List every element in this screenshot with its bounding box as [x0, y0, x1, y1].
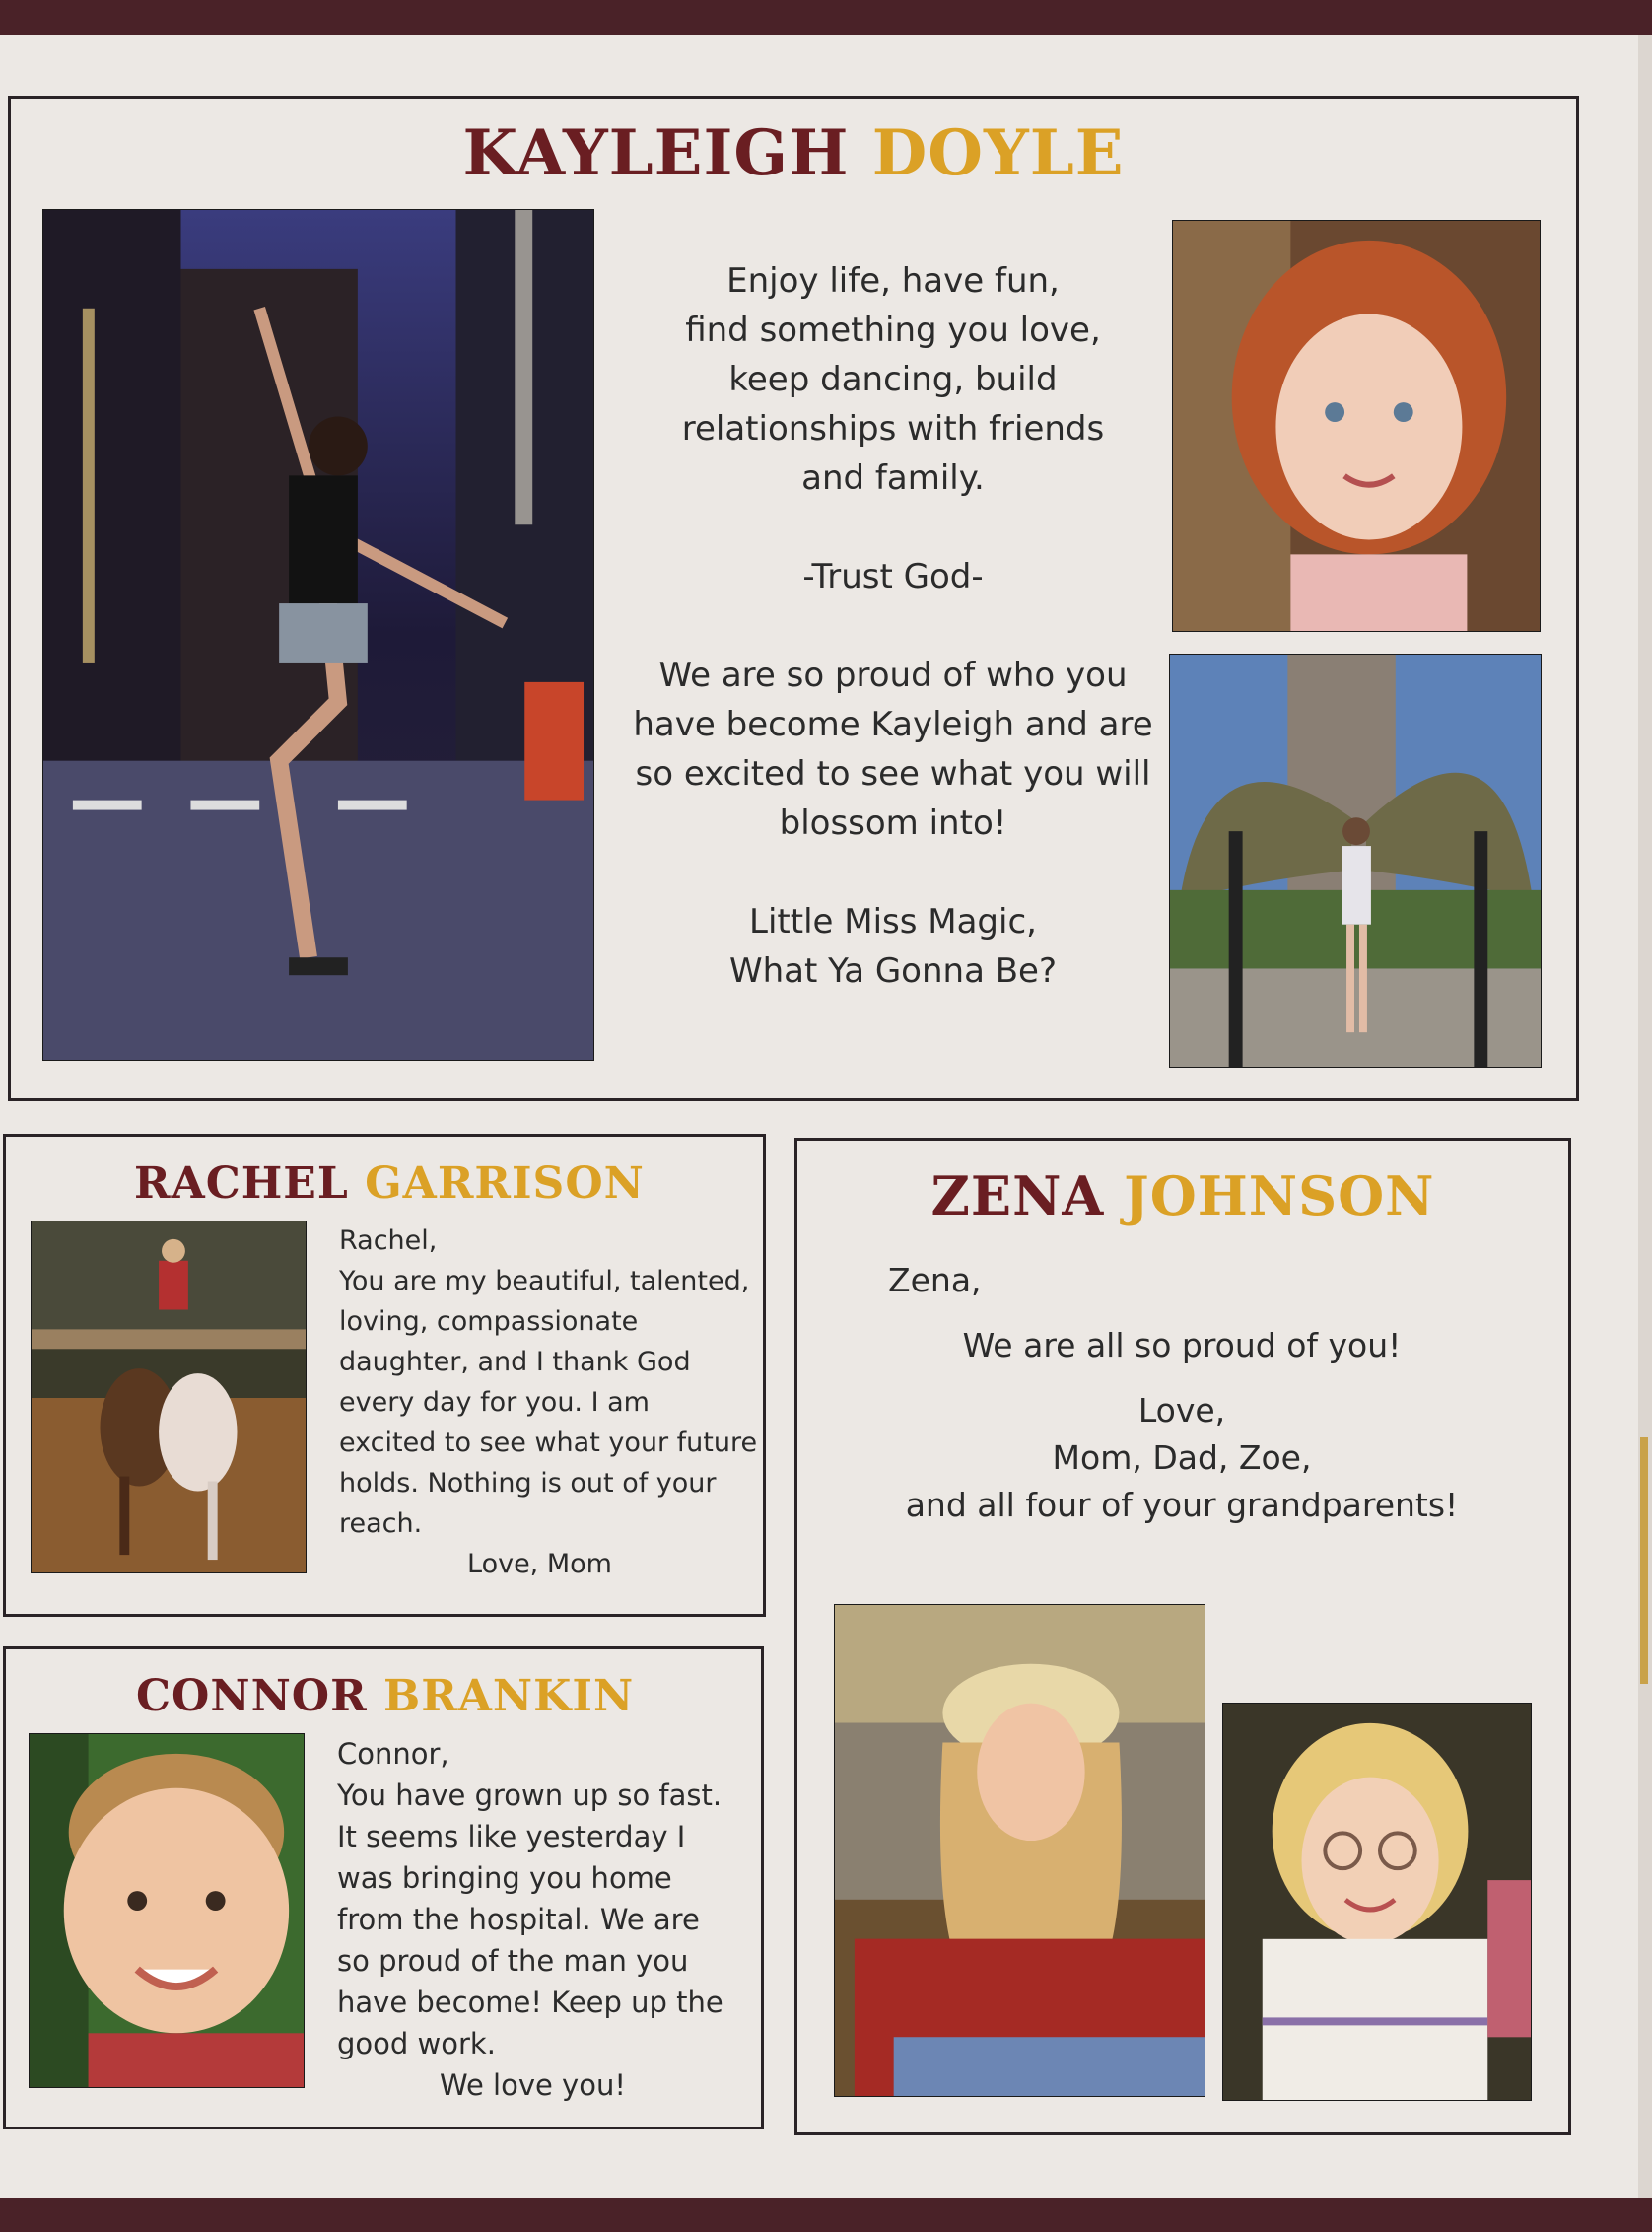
message-line: good work.: [337, 2027, 496, 2060]
message-line: holds. Nothing is out of your: [339, 1468, 717, 1499]
wings-statue-photo: [1169, 654, 1542, 1068]
signoff-line: Love,: [1137, 1391, 1226, 1430]
zena-name: [797, 1164, 1568, 1227]
message-line: so proud of the man you: [337, 1944, 689, 1978]
message-line: excited to see what your future: [339, 1428, 758, 1458]
zena-message: We are all so proud of you!: [962, 1326, 1402, 1364]
message-line: so excited to see what you will: [635, 754, 1151, 794]
zena-signoff: [797, 1387, 1566, 1529]
connor-message: [337, 1733, 761, 2106]
teen-portrait-photo: [834, 1604, 1205, 2097]
last-name: BRANKIN: [383, 1671, 635, 1721]
kayleigh-message: [622, 256, 1164, 996]
message-line: Enjoy life, have fun,: [726, 261, 1060, 301]
last-name: JOHNSON: [1124, 1164, 1435, 1227]
message-line: have become Kayleigh and are: [633, 705, 1153, 744]
message-line: reach.: [339, 1508, 423, 1539]
rachel-box: [3, 1134, 766, 1617]
rodeo-photo: [31, 1221, 307, 1573]
zena-greeting: Zena,: [888, 1261, 982, 1299]
child-portrait-photo: [1172, 220, 1541, 632]
top-band: [0, 0, 1652, 35]
message-line: You are my beautiful, talented,: [339, 1266, 750, 1296]
message-line: Connor,: [337, 1737, 449, 1771]
message-line: have become! Keep up the: [337, 1986, 723, 2019]
message-line: We are so proud of who you: [658, 656, 1128, 695]
trust-god-line: -Trust God-: [802, 557, 984, 596]
message-line: and family.: [801, 458, 985, 498]
gold-tab: [1640, 1437, 1648, 1684]
message-line: loving, compassionate: [339, 1306, 639, 1337]
message-line: find something you love,: [685, 311, 1101, 350]
message-line: What Ya Gonna Be?: [728, 951, 1058, 991]
message-line: blossom into!: [779, 803, 1007, 843]
signature: We love you!: [440, 2068, 626, 2102]
message-line: You have grown up so fast.: [337, 1779, 723, 1812]
message-line: from the hospital. We are: [337, 1903, 700, 1936]
message-line: daughter, and I thank God: [339, 1347, 691, 1377]
first-name: RACHEL: [134, 1158, 349, 1209]
boy-portrait-photo: [29, 1733, 305, 2088]
message-line: relationships with friends: [681, 409, 1105, 449]
connor-name: [136, 1671, 634, 1721]
page-edge: [1638, 35, 1652, 2198]
dancer-photo: [42, 209, 594, 1061]
first-name: KAYLEIGH: [462, 116, 850, 190]
signature: Love, Mom: [467, 1549, 612, 1579]
bottom-band: [0, 2198, 1652, 2232]
connor-box: [3, 1646, 764, 2129]
signoff-line: Mom, Dad, Zoe,: [1052, 1438, 1312, 1477]
message-line: keep dancing, build: [728, 360, 1058, 399]
rachel-message: [339, 1221, 763, 1584]
first-name: ZENA: [930, 1164, 1105, 1227]
last-name: GARRISON: [365, 1158, 645, 1209]
first-name: CONNOR: [136, 1671, 368, 1721]
girl-glasses-photo: [1222, 1703, 1532, 2101]
last-name: DOYLE: [871, 116, 1125, 190]
message-line: Little Miss Magic,: [749, 902, 1037, 942]
message-line: every day for you. I am: [339, 1387, 650, 1418]
rachel-name: [134, 1158, 645, 1209]
signoff-line: and all four of your grandparents!: [905, 1486, 1459, 1524]
message-line: It seems like yesterday I: [337, 1820, 686, 1853]
kayleigh-name: [11, 116, 1576, 190]
zena-box: [794, 1138, 1571, 2135]
message-line: was bringing you home: [337, 1861, 672, 1895]
kayleigh-box: [8, 96, 1579, 1101]
message-line: Rachel,: [339, 1225, 438, 1256]
